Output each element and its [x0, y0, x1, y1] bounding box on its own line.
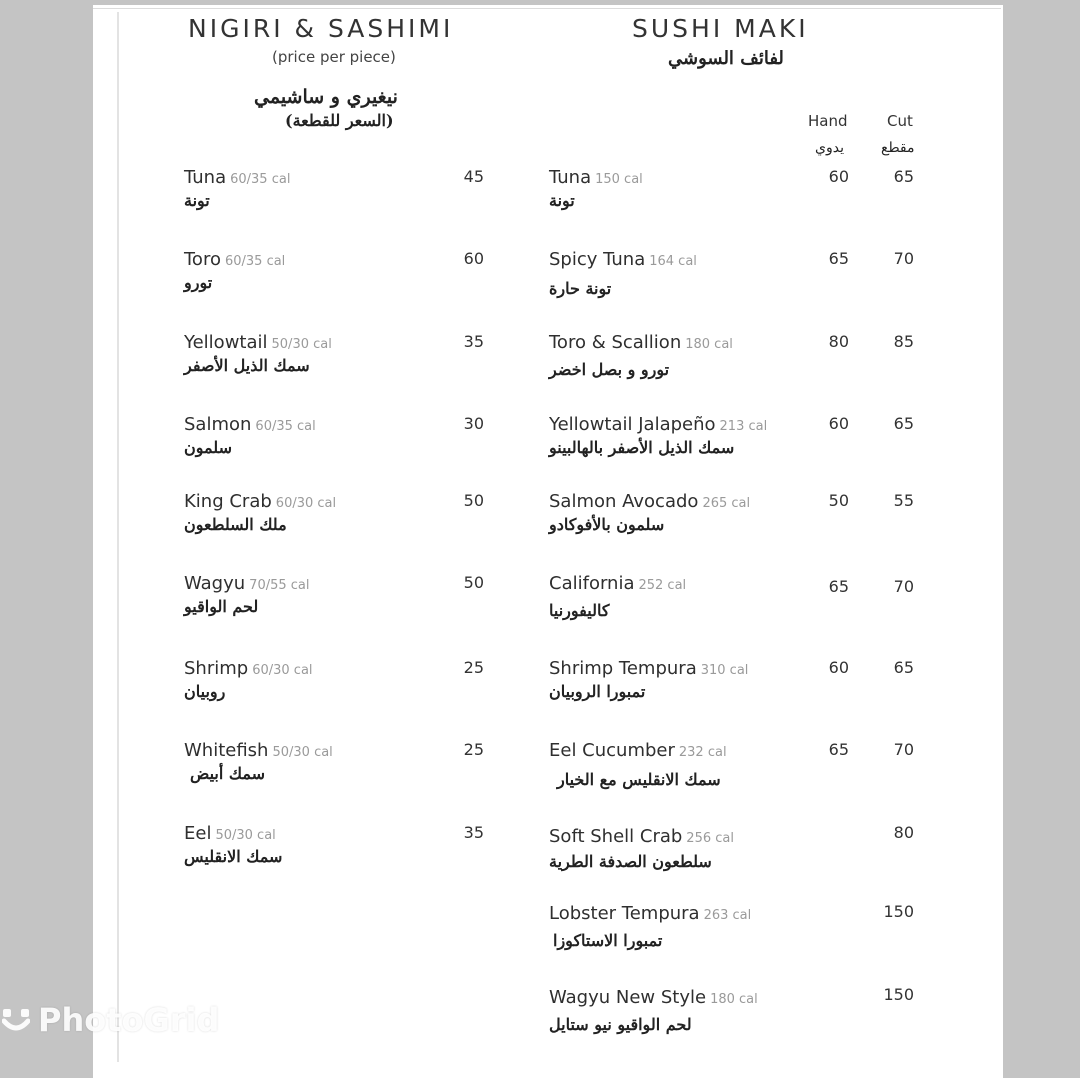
item-name: Wagyu New Style — [549, 987, 707, 1008]
item-name-line — [549, 987, 758, 1008]
item-calories: 50/30 cal — [271, 337, 332, 352]
item-name: Toro & Scallion — [549, 332, 682, 353]
list-item — [549, 167, 919, 227]
item-calories: 60/35 cal — [224, 254, 286, 269]
list-item — [184, 167, 484, 227]
item-calories: 60/35 cal — [230, 172, 291, 187]
item-name: Shrimp — [184, 658, 249, 679]
item-price: 35 — [463, 332, 484, 351]
item-price-cut: 150 — [883, 902, 914, 921]
page-top-rule — [93, 8, 1001, 9]
nigiri-subtitle-arabic: (السعر للقطعة) — [285, 111, 394, 130]
item-price-hand: 65 — [828, 577, 849, 596]
item-name: Toro — [184, 249, 221, 270]
item-calories: 50/30 cal — [272, 745, 333, 760]
item-name-arabic: تورو و بصل اخضر — [549, 360, 670, 379]
item-calories: 70/55 cal — [249, 578, 310, 593]
item-name-arabic: تمبورا الروبيان — [549, 682, 646, 701]
item-name-line — [549, 740, 727, 761]
item-name-line — [549, 332, 733, 353]
list-item — [549, 332, 919, 392]
item-price-hand: 65 — [828, 249, 849, 268]
item-name-arabic: سمك الانقليس مع الخيار — [557, 770, 721, 789]
item-price: 25 — [463, 740, 484, 759]
item-name-line — [184, 414, 316, 435]
item-name-line — [184, 491, 336, 512]
item-name-arabic: تونة حارة — [549, 279, 612, 298]
item-calories: 50/30 cal — [215, 828, 276, 843]
item-name: Tuna — [549, 167, 592, 188]
item-calories: 310 cal — [700, 663, 749, 678]
item-name: Salmon Avocado — [549, 491, 699, 512]
list-item — [549, 249, 919, 309]
item-name-line — [549, 573, 686, 594]
item-name-line — [549, 249, 697, 270]
item-price-hand: 60 — [828, 167, 849, 186]
list-item — [549, 491, 919, 551]
column-header-hand-arabic: يدوي — [815, 140, 844, 156]
item-name: Yellowtail Jalapeño — [549, 414, 716, 435]
item-price: 45 — [463, 167, 484, 186]
item-name-arabic: سلمون بالأفوكادو — [549, 515, 665, 534]
item-name-line — [184, 658, 313, 679]
item-price-cut: 80 — [893, 823, 914, 842]
item-price-cut: 150 — [883, 985, 914, 1004]
item-name: Eel — [184, 823, 212, 844]
item-name-line — [549, 658, 748, 679]
item-name-arabic: سمك الذيل الأصفر بالهالبينو — [549, 438, 735, 457]
list-item — [549, 573, 919, 633]
item-name-arabic: لحم الواقيو نيو ستايل — [549, 1015, 692, 1034]
item-calories: 256 cal — [686, 831, 734, 846]
item-name-arabic: تورو — [184, 273, 213, 292]
item-price-hand: 60 — [828, 658, 849, 677]
item-name-line — [184, 167, 290, 188]
item-price-cut: 70 — [893, 740, 914, 759]
item-name: California — [549, 573, 635, 594]
item-name-arabic: روبيان — [184, 682, 226, 701]
item-calories: 164 cal — [649, 254, 697, 269]
item-calories: 180 cal — [710, 992, 758, 1007]
list-item — [549, 740, 919, 800]
nigiri-title: NIGIRI & SASHIMI — [188, 14, 454, 43]
item-name-line — [549, 167, 643, 188]
item-name-line — [184, 740, 333, 761]
item-price-hand: 60 — [828, 414, 849, 433]
item-price-cut: 55 — [893, 491, 914, 510]
item-name-line — [184, 823, 276, 844]
item-name-line — [184, 332, 332, 353]
item-name-line — [549, 414, 767, 435]
item-price-hand: 50 — [828, 491, 849, 510]
nigiri-title-arabic: نيغيري و ساشيمي — [254, 86, 398, 108]
item-name: Yellowtail — [184, 332, 268, 353]
item-name-line — [549, 903, 751, 924]
item-price-cut: 70 — [893, 577, 914, 596]
item-name-line — [184, 573, 310, 594]
item-calories: 180 cal — [685, 337, 733, 352]
item-calories: 213 cal — [719, 419, 768, 434]
item-name-arabic: سلطعون الصدفة الطرية — [549, 852, 712, 871]
item-name-arabic: سمك الانقليس — [184, 847, 283, 866]
column-header-hand: Hand — [808, 112, 848, 130]
item-name-arabic: تونة — [184, 191, 210, 210]
item-calories: 263 cal — [703, 908, 752, 923]
list-item — [184, 332, 484, 392]
photogrid-logo-icon — [2, 1007, 30, 1033]
item-price: 50 — [463, 573, 484, 592]
item-name: Shrimp Tempura — [549, 658, 697, 679]
maki-title-arabic: لفائف السوشي — [668, 48, 784, 69]
item-price: 30 — [463, 414, 484, 433]
item-name-line — [549, 491, 750, 512]
item-name: Tuna — [184, 167, 227, 188]
list-item — [549, 987, 919, 1047]
item-name-arabic: تونة — [549, 191, 575, 210]
item-price: 60 — [463, 249, 484, 268]
item-name-arabic: سمك الذيل الأصفر — [184, 356, 310, 375]
item-name-arabic: تمبورا الاستاكوزا — [553, 931, 663, 950]
item-calories: 252 cal — [638, 578, 687, 593]
item-name-arabic: كاليفورنيا — [549, 601, 610, 620]
column-header-cut: Cut — [887, 112, 913, 130]
item-price-cut: 65 — [893, 414, 914, 433]
item-calories: 60/35 cal — [255, 419, 316, 434]
list-item — [549, 414, 919, 474]
list-item — [549, 658, 919, 718]
list-item — [184, 249, 484, 309]
item-price: 25 — [463, 658, 484, 677]
item-name: Whitefish — [184, 740, 269, 761]
list-item — [549, 823, 919, 886]
item-calories: 150 cal — [595, 172, 643, 187]
item-calories: 232 cal — [678, 745, 727, 760]
list-item — [549, 903, 919, 963]
item-price-hand: 80 — [828, 332, 849, 351]
item-name: Wagyu — [184, 573, 246, 594]
photogrid-watermark — [2, 998, 219, 1042]
item-calories: 265 cal — [702, 496, 751, 511]
item-name-line — [549, 826, 734, 847]
nigiri-subtitle: (price per piece) — [272, 48, 396, 66]
item-price-cut: 65 — [893, 658, 914, 677]
item-name: Spicy Tuna — [549, 249, 646, 270]
item-name: King Crab — [184, 491, 272, 512]
list-item — [184, 414, 484, 474]
list-item — [184, 573, 484, 633]
watermark-text: PhotoGrid — [38, 1001, 220, 1039]
column-header-cut-arabic: مقطع — [881, 140, 915, 156]
item-price-hand: 65 — [828, 740, 849, 759]
list-item — [184, 740, 484, 800]
item-price-cut: 65 — [893, 167, 914, 186]
item-name: Soft Shell Crab — [549, 826, 683, 847]
item-name-arabic: لحم الواقيو — [184, 597, 259, 616]
item-price-cut: 70 — [893, 249, 914, 268]
item-price-cut: 85 — [893, 332, 914, 351]
item-calories: 60/30 cal — [252, 663, 313, 678]
list-item — [184, 823, 484, 883]
item-name-arabic: سلمون — [184, 438, 232, 457]
list-item — [184, 658, 484, 718]
maki-title: SUSHI MAKI — [632, 14, 809, 43]
item-name-arabic: ملك السلطعون — [184, 515, 287, 534]
item-name: Salmon — [184, 414, 252, 435]
item-name: Lobster Tempura — [549, 903, 700, 924]
item-price: 35 — [463, 823, 484, 842]
item-price: 50 — [463, 491, 484, 510]
item-calories: 60/30 cal — [275, 496, 337, 511]
page-fold-line — [117, 12, 119, 1062]
item-name: Eel Cucumber — [549, 740, 675, 761]
list-item — [184, 491, 484, 551]
item-name-line — [184, 249, 285, 270]
item-name-arabic: سمك أبيض — [190, 764, 266, 783]
